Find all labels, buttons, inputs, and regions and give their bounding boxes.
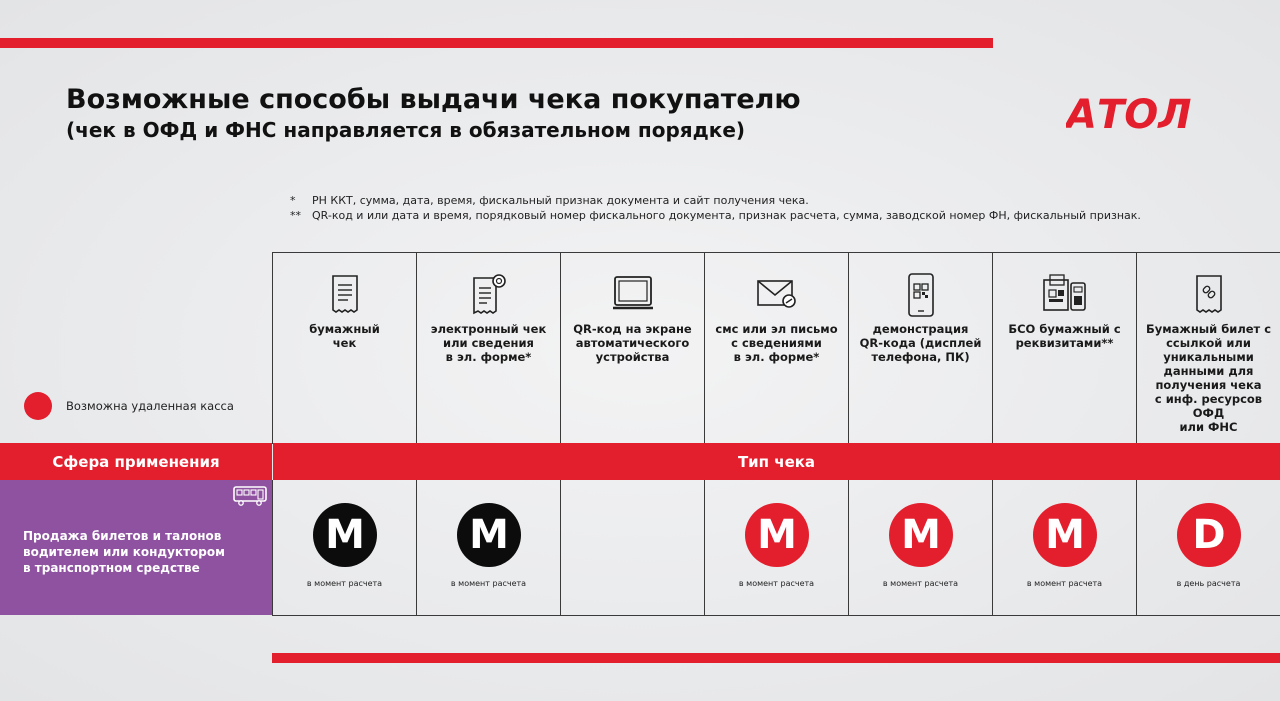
row-cells bbox=[272, 480, 1280, 616]
column-label: БСО бумажный с реквизитами** bbox=[1008, 322, 1121, 350]
mode-circle: M bbox=[889, 503, 953, 567]
band-sphere: Сфера применения bbox=[0, 443, 272, 480]
footnote-2 bbox=[290, 209, 1141, 222]
svg-text:АТОЛ: АТОЛ bbox=[1066, 92, 1192, 134]
table-cell bbox=[848, 480, 992, 615]
table-cell bbox=[272, 480, 416, 615]
page-title: Возможные способы выдачи чека покупателю bbox=[66, 84, 801, 115]
column-label: бумажный чек bbox=[309, 322, 380, 350]
cell-caption: в момент расчета bbox=[738, 579, 815, 588]
column-headers bbox=[272, 252, 1280, 444]
envelope-icon bbox=[755, 273, 799, 315]
footnote-mark: * bbox=[290, 194, 296, 207]
mode-circle: M bbox=[745, 503, 809, 567]
atol-logo bbox=[1066, 90, 1206, 134]
column-header bbox=[848, 253, 992, 444]
footnote-1 bbox=[290, 194, 809, 207]
footnote-text: РН ККТ, сумма, дата, время, фискальный признак документа и сайт получения чека. bbox=[312, 194, 809, 207]
mode-circle: D bbox=[1177, 503, 1241, 567]
column-header bbox=[416, 253, 560, 444]
table-cell bbox=[992, 480, 1136, 615]
column-label: QR-код на экране автоматического устройства bbox=[573, 322, 692, 364]
ticket-link-icon bbox=[1194, 273, 1224, 315]
column-header bbox=[1136, 253, 1280, 444]
footnote-text: QR-код и или дата и время, порядковый номер фискального документа, признак расчета, сумма, заводской номер ФН, фискальный признак. bbox=[312, 209, 1141, 222]
pos-terminal-icon bbox=[1042, 273, 1088, 315]
row-sphere-cell bbox=[0, 480, 272, 615]
table-cell bbox=[416, 480, 560, 615]
table-cell bbox=[704, 480, 848, 615]
column-header bbox=[272, 253, 416, 444]
mode-circle: M bbox=[457, 503, 521, 567]
row-label: Продажа билетов и талонов водителем или кондуктором в транспортном средстве bbox=[23, 529, 225, 575]
bottom-accent-bar bbox=[272, 653, 1280, 663]
column-label: демонстрация QR-кода (дисплей телефона, ПК) bbox=[859, 322, 982, 364]
column-label: электронный чек или сведения в эл. форме* bbox=[430, 322, 547, 364]
table-cell-empty bbox=[560, 480, 704, 615]
column-label: Бумажный билет с ссылкой или уникальными данными для получения чека с инф. ресурсов ОФД или ФНС bbox=[1145, 322, 1272, 434]
mode-circle: M bbox=[313, 503, 377, 567]
band-receipt-type: Тип чека bbox=[273, 443, 1280, 480]
legend-remote-dot bbox=[24, 392, 52, 420]
phone-qr-icon bbox=[906, 273, 936, 317]
column-label: смс или эл письмо с сведениями в эл. форме* bbox=[715, 322, 838, 364]
paper-receipt-icon bbox=[330, 273, 360, 315]
bus-icon bbox=[233, 486, 267, 506]
mode-circle: M bbox=[1033, 503, 1097, 567]
column-header bbox=[992, 253, 1136, 444]
top-accent-bar bbox=[0, 38, 993, 48]
cell-caption: в день расчета bbox=[1176, 579, 1241, 588]
cell-caption: в момент расчета bbox=[882, 579, 959, 588]
legend-remote-text: Возможна удаленная касса bbox=[66, 399, 234, 413]
cell-caption: в момент расчета bbox=[450, 579, 527, 588]
column-header bbox=[560, 253, 704, 444]
table-cell bbox=[1136, 480, 1280, 615]
electronic-receipt-icon bbox=[471, 273, 507, 315]
laptop-icon bbox=[612, 273, 654, 315]
page-subtitle: (чек в ОФД и ФНС направляется в обязательном порядке) bbox=[66, 118, 746, 142]
footnote-mark: ** bbox=[290, 209, 301, 222]
column-header bbox=[704, 253, 848, 444]
cell-caption: в момент расчета bbox=[306, 579, 383, 588]
cell-caption: в момент расчета bbox=[1026, 579, 1103, 588]
